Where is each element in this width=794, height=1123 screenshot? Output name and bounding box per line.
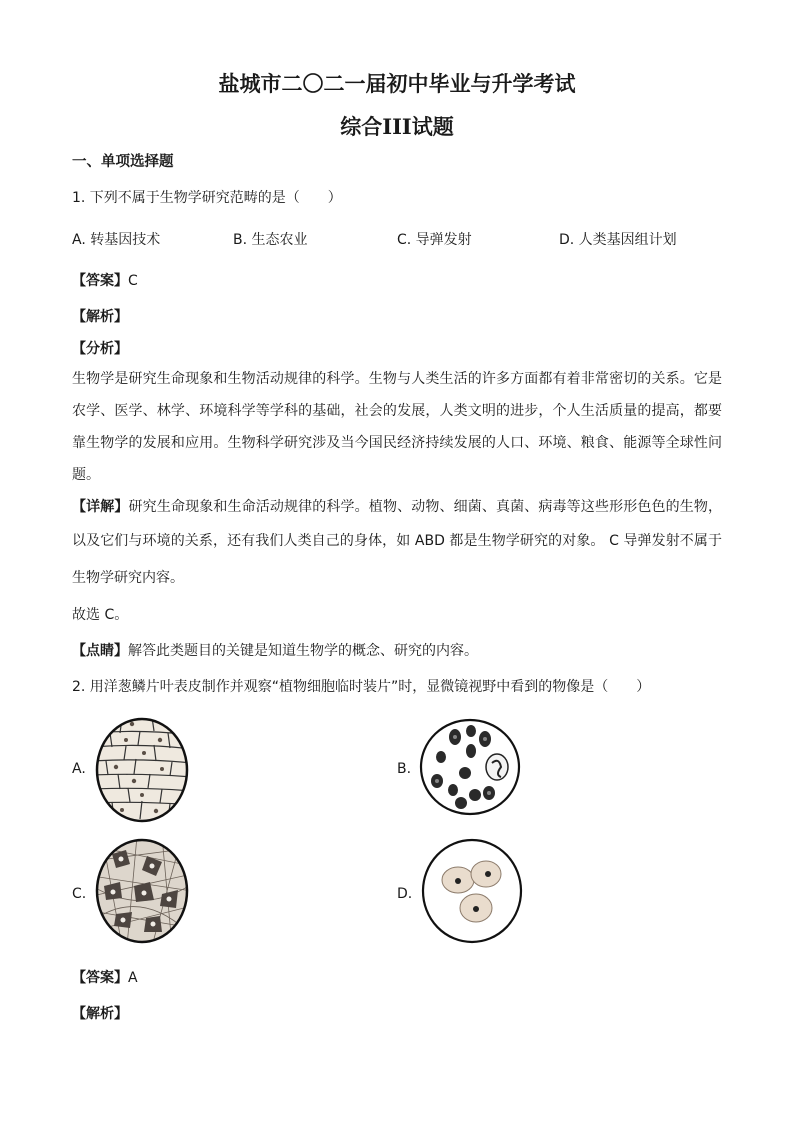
q1-option-b: B. 生态农业 [233,232,308,248]
q1-option-d: D. 人类基因组计划 [559,232,677,248]
stained-tissue-cells-image [92,836,192,946]
q2-jiexi-tag: 【解析】 [72,1006,128,1022]
question-1-stem: 1. 下列不属于生物学研究范畴的是（ ） [72,190,342,206]
q2-option-a-label: A. [72,761,86,777]
page-title: 盐城市二〇二一届初中毕业与升学考试 [218,71,576,96]
answer-value: A [128,970,138,986]
q1-answer [72,270,138,290]
dianjing-tag: 【点睛】 [72,643,128,659]
q1-fenxi-line: 生物学是研究生命现象和生物活动规律的科学。生物与人类生活的许多方面都有着非常密切的关系。它是 [72,371,722,387]
question-2-stem: 2. 用洋葱鳞片叶表皮制作并观察“植物细胞临时装片”时，显微镜视野中看到的物像是（ ） [72,679,651,695]
q1-conclusion: 故选 C。 [72,607,129,623]
q1-option-a: A. 转基因技术 [72,232,161,248]
q1-fenxi-line: 题。 [72,467,100,483]
q1-xiangjie-line: 【详解】研究生命现象和生命活动规律的科学。植物、动物、细菌、真菌、病毒等这些形形色色的生物， [72,499,723,515]
q1-xiangjie-line: 以及它们与环境的关系，还有我们人类自己的身体，如 ABD 都是生物学研究的对象。 C 导弹发射不属于 [72,533,722,549]
q2-option-d-label: D. [397,886,413,902]
q1-jiexi-tag: 【解析】 [72,309,128,325]
cheek-epithelial-cells-image [418,836,526,946]
q1-fenxi-line: 农学、医学、林学、环境科学等学科的基础，社会的发展，人类文明的进步，个人生活质量的提高，都要 [72,403,722,419]
q2-option-b-label: B. [397,761,412,777]
q1-fenxi-tag: 【分析】 [72,341,128,357]
onion-epidermis-cells-image [92,715,192,825]
answer-value: C [128,273,138,289]
answer-tag: 【答案】 [72,970,128,986]
answer-tag: 【答案】 [72,273,128,289]
section-heading: 一、单项选择题 [72,154,174,170]
page-subtitle: 综合III试题 [340,114,454,139]
q1-fenxi-line: 靠生物学的发展和应用。生物科学研究涉及当今国民经济持续发展的人口、环境、粮食、能源等全球性问 [72,435,722,451]
q2-option-c-label: C. [72,886,87,902]
q1-option-c: C. 导弹发射 [397,232,472,248]
q1-xiangjie-line: 生物学研究内容。 [72,570,184,586]
blood-cells-image [415,715,525,820]
q1-dianjing: 【点睛】解答此类题目的关键是知道生物学的概念、研究的内容。 [72,643,478,659]
xiangjie-tag: 【详解】 [72,499,129,515]
q2-answer [72,967,138,987]
